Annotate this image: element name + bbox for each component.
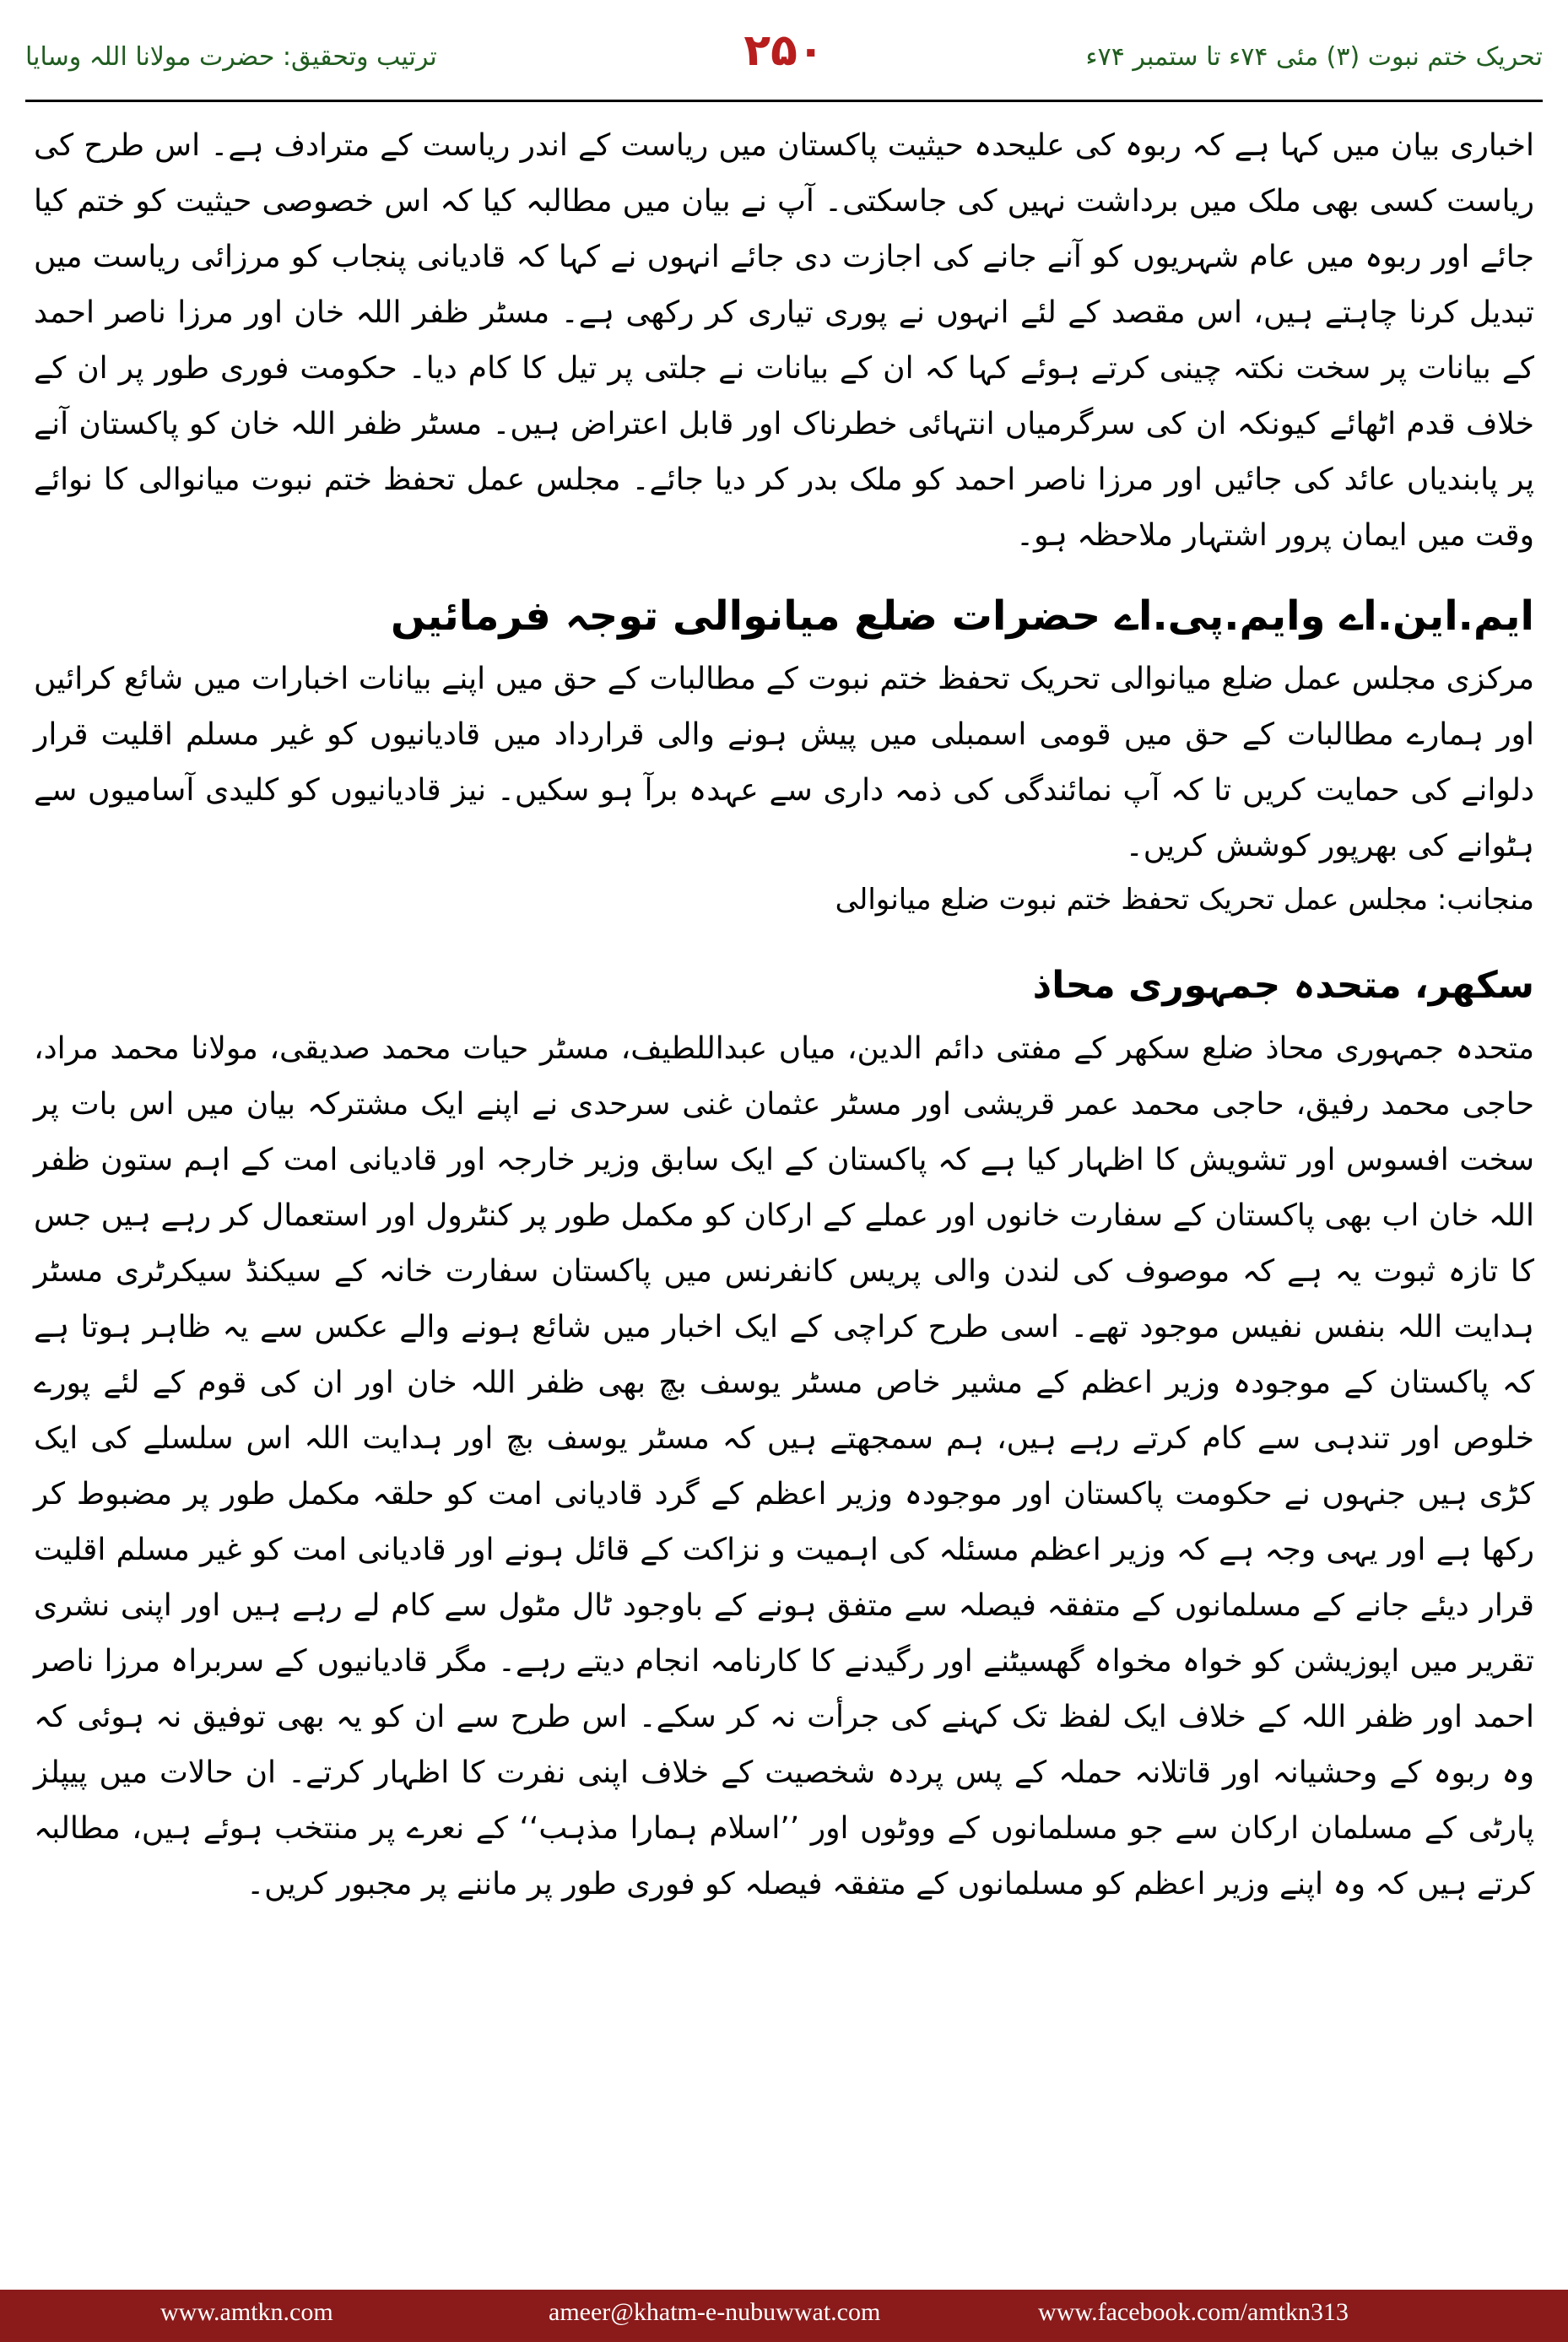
paragraph-signature: منجانب: مجلس عمل تحریک تحفظ ختم نبوت ضلع میانوالی	[835, 883, 1534, 917]
page-footer	[0, 2290, 1568, 2342]
paragraph-sukkur-statement: متحدہ جمہوری محاذ ضلع سکھر کے مفتی دائم الدین، میاں عبداللطیف، مسٹر حیات محمد صدیقی، مولانا محمد مراد، حاجی محمد رفیق، حاجی محمد عمر قریشی اور مسٹر عثمان غنی سرحدی نے اپنے ایک مشترکہ بیان میں اس بات پر سخت افسوس اور تشویش کا اظہار کیا ہے کہ پاکستان کے ایک سابق وزیر خارجہ اور قادیانی امت کے اہم ستون ظفر اللہ خان اب بھی پاکستان کے سفارت خانوں اور عملے کے ارکان کو مکمل طور پر کنٹرول اور استعمال کر رہے ہیں جس کا تازہ ثبوت یہ ہے کہ موصوف کی لندن والی پریس کانفرنس میں پاکستان سفارت خانہ کے سیکنڈ سیکرٹری مسٹر ہدایت اللہ بنفس نفیس موجود تھے۔ اسی طرح کراچی کے ایک اخبار میں شائع ہونے والے عکس سے یہ ظاہر ہوتا ہے کہ پاکستان کے موجودہ وزیر اعظم کے مشیر خاص مسٹر یوسف بچ بھی ظفر اللہ خان اور ان کی قوم کے لئے پورے خلوص اور تندہی سے کام کرتے رہے ہیں، ہم سمجھتے ہیں کہ مسٹر یوسف بچ اور ہدایت اللہ اس سلسلے کی ایک کڑی ہیں جنہوں نے حکومت پاکستان اور موجودہ وزیر اعظم کے گرد قادیانی امت کو حلقہ مکمل طور پر مضبوط کر رکھا ہے اور یہی وجہ ہے کہ وزیر اعظم مسئلہ کی اہمیت و نزاکت کے قائل ہونے اور قادیانی امت کو غیر مسلم اقلیت قرار دیئے جانے کے مسلمانوں کے متفقہ فیصلہ سے متفق ہونے کے باوجود ٹال مٹول سے کام لے رہے ہیں اور اپنی نشری تقریر میں اپوزیشن کو خواہ مخواہ گھسیٹنے اور رگیدنے کا کارنامہ انجام دیتے رہے۔ مگر قادیانیوں کے سربراہ مرزا ناصر احمد اور ظفر اللہ کے خلاف ایک لفظ تک کہنے کی جرأت نہ کر سکے۔ اس طرح سے ان کو یہ بھی توفیق نہ ہوئی کہ وہ ربوہ کے وحشیانہ اور قاتلانہ حملہ کے پس پردہ شخصیت کے خلاف اپنی نفرت کا اظہار کرتے۔ ان حالات میں پیپلز پارٹی کے مسلمان ارکان سے جو مسلمانوں کے ووٹوں اور ’’اسلام ہمارا مذہب‘‘ کے نعرے پر منتخب ہوئے ہیں، مطالبہ کرتے ہیں کہ وہ اپنے وزیر اعظم کو مسلمانوں کے متفقہ فیصلہ کو فوری طور پر ماننے پر مجبور کریں۔	[34, 1031, 1535, 1901]
heading-sukkur-front: سکھر، متحدہ جمہوری محاذ	[1032, 964, 1534, 1007]
page-header	[25, 8, 1543, 101]
footer-facebook-link[interactable]: www.facebook.com/amtkn313	[1038, 2298, 1349, 2326]
page-content	[34, 118, 1534, 1912]
header-compiler-credit: ترتیب وتحقیق: حضرت مولانا اللہ وسایا	[25, 42, 437, 72]
page-number: ۲۵۰	[743, 25, 825, 76]
paragraph-mianwali-appeal: مرکزی مجلس عمل ضلع میانوالی تحریک تحفظ ختم نبوت کے مطالبات کے حق میں اپنے بیانات اخبارات میں شائع کرائیں اور ہمارے مطالبات کے حق میں قومی اسمبلی میں پیش ہونے والی قرارداد میں قادیانیوں کو غیر مسلم اقلیت قرار دلوانے کی حمایت کریں تا کہ آپ نمائندگی کی ذمہ داری سے عہدہ برآ ہو سکیں۔ نیز قادیانیوں کو کلیدی آسامیوں سے ہٹوانے کی بھرپور کوشش کریں۔	[34, 662, 1534, 863]
header-divider	[25, 100, 1543, 102]
header-book-title: تحریک ختم نبوت (۳) مئی ۷۴ء تا ستمبر ۷۴ء	[1085, 42, 1543, 72]
heading-mianwali-appeal: ایم.این.اے وایم.پی.اے حضرات ضلع میانوالی توجہ فرمائیں	[390, 592, 1534, 640]
footer-email-link[interactable]: ameer@khatm-e-nubuwwat.com	[549, 2298, 881, 2326]
footer-website-link[interactable]: www.amtkn.com	[160, 2298, 333, 2326]
paragraph-rabwah-statement: اخباری بیان میں کہا ہے کہ ربوہ کی علیحدہ حیثیت پاکستان میں ریاست کے اندر ریاست کے مترادف ہے۔ اس طرح کی ریاست کسی بھی ملک میں برداشت نہیں کی جاسکتی۔ آپ نے بیان میں مطالبہ کیا کہ اس خصوصی حیثیت کو ختم کیا جائے اور ربوہ میں عام شہریوں کو آنے جانے کی اجازت دی جائے انہوں نے کہا کہ قادیانی پنجاب کو مرزائی ریاست میں تبدیل کرنا چاہتے ہیں، اس مقصد کے لئے انہوں نے پوری تیاری کر رکھی ہے۔ مسٹر ظفر اللہ خان اور مرزا ناصر احمد کے بیانات پر سخت نکتہ چینی کرتے ہوئے کہا کہ ان کے بیانات نے جلتی پر تیل کا کام دیا۔ حکومت فوری طور پر ان کے خلاف قدم اٹھائے کیونکہ ان کی سرگرمیاں انتہائی خطرناک اور قابل اعتراض ہیں۔ مسٹر ظفر اللہ خان کو پاکستان آنے پر پابندیاں عائد کی جائیں اور مرزا ناصر احمد کو ملک بدر کر دیا جائے۔ مجلس عمل تحفظ ختم نبوت میانوالی کا نوائے وقت میں ایمان پرور اشتہار ملاحظہ ہو۔	[34, 128, 1535, 553]
